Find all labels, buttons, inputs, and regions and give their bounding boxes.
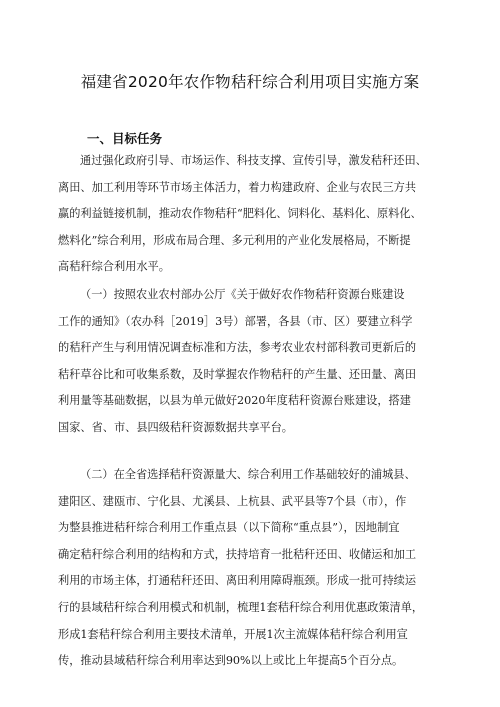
text-line: 离田、加工利用等环节市场主体活力，着力构建政府、企业与农民三方共 — [58, 180, 417, 194]
text-line: 高秸秆综合利用水平。 — [58, 260, 170, 274]
document-title: 福建省2020年农作物秸秆综合利用项目实施方案 — [80, 73, 420, 91]
paragraph-item-2 — [58, 462, 448, 675]
text-line: 燃料化”综合利用，形成布局合理、多元利用的产业化发展格局，不断提 — [58, 233, 411, 247]
text-line: 确定秸秆综合利用的结构和方式，扶持培育一批秸秆还田、收储运和加工 — [58, 547, 417, 561]
text-line: 传，推动县域秸秆综合利用率达到90%以上或比上年提高5个百分点。 — [58, 654, 404, 668]
paragraph-item-1 — [58, 282, 448, 442]
text-line: 利用量等基础数据，以县为单元做好2020年度秸秆资源台账建设，搭建 — [58, 394, 411, 408]
text-line: 工作的通知》（农办科［2019］3号）部署，各县（市、区）要建立科学 — [58, 314, 413, 328]
text-line: 秸秆草谷比和可收集系数，及时掌握农作物秸秆的产生量、还田量、离田 — [58, 367, 417, 381]
text-line: 利用的市场主体，打通秸秆还田、离田利用障碍瓶颈。形成一批可持续运 — [58, 574, 417, 588]
text-line: （二）在全省选择秸秆资源量大、综合利用工作基础较好的浦城县、 — [80, 468, 416, 481]
paragraph-goal-overview — [58, 148, 448, 281]
text-line: 为整县推进秸秆综合利用工作重点县（以下简称“重点县”），因地制宜 — [58, 521, 400, 535]
text-line: （一）按照农业农村部办公厅《关于做好农作物秸秆资源台账建设 — [80, 288, 405, 301]
section-heading: 一、目标任务 — [87, 131, 163, 146]
text-line: 通过强化政府引导、市场运作、科技支撑、宣传引导，激发秸秆还田、 — [80, 154, 427, 167]
text-line: 形成1套秸秆综合利用主要技术清单，开展1次主流媒体秸秆综合利用宣 — [58, 627, 408, 641]
text-line: 赢的利益链接机制，推动农作物秸秆“肥料化、饲料化、基料化、原料化、 — [58, 207, 422, 221]
text-line: 建阳区、建瓯市、宁化县、尤溪县、上杭县、武平县等7个县（市），作 — [58, 494, 407, 508]
text-line: 国家、省、市、县四级秸秆资源数据共享平台。 — [58, 420, 293, 434]
text-line: 行的县域秸秆综合利用模式和机制，梳理1套秸秆综合利用优惠政策清单， — [58, 600, 424, 614]
text-line: 的秸秆产生与利用情况调查标准和方法，参考农业农村部科教司更新后的 — [58, 341, 417, 355]
